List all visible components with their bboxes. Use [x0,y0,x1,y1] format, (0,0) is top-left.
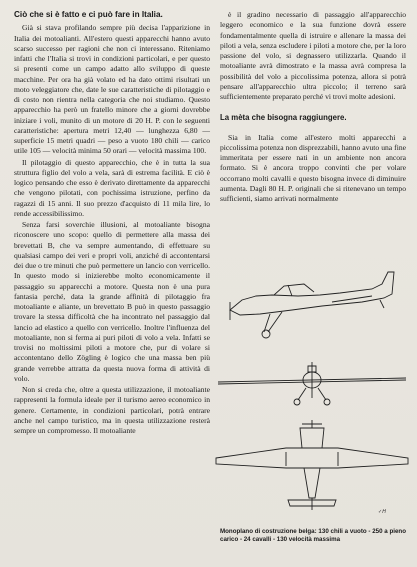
left-paragraph-1: Già si stava profilando sempre più decisa l'apparizione in Italia dei motoalianti. All'estero questi apparecchi hanno avuto scarso successo per ragioni che non ci interessano. Riteniamo infatti che l'Italia si trovi in condizioni particolari, e per questo si presenti come un campo adatto allo sviluppo di queste macchine. Per ora ha già volato ed ha dato ottimi risultati un moto veleggiatore che, date le sue caratteristiche di pilotaggio e di costo non rientra nella categoria che noi studiamo. Questo apparecchio ha però un fratello minore che a giorni dovrebbe iniziare i voli, munito di un motore di 20 H. P. con le seguenti caratteristiche: apertura metri 12,40 — lunghezza 6,80 — superficie 15 metri quadri — peso a vuoto 180 chili — carico utile 105 — velocità minima 50 orari — velocità massima 100. [14,23,210,156]
section-heading: Ciò che si è fatto e ci può fare in Italia. [14,10,163,19]
front-view-drawing [218,362,406,405]
figure-caption: Monoplano di costruzione belga: 130 chili a vuoto - 250 a pieno carico - 24 cavalli - 130 velocità massima [220,528,406,543]
plan-view-drawing [216,420,408,510]
right-paragraph-1: è il gradino necessario di passaggio all'apparecchio leggero economico e la sua funzione dovrà essere fondamentalmente quella di istruire e allenare la massa dei piloti a vela, senza escludere i piloti a motore che, per la loro passione del volo, si degnassero utilizzarla. Quando il motoaliante avrà dimostrato e la massa avrà compresa la possibilità del volo a piccolissima potenza, allora si potrà pensare all'apparecchio ultra piccolo; il terreno sarà sufficientemente preparato perché vi trovi molte adesioni. [220,10,406,101]
side-view-drawing [230,272,394,338]
right-column [220,10,406,204]
left-paragraph-2: Il pilotaggio di questo apparecchio, che è in tutta la sua struttura figlio del volo a vela, sarà di estrema facilità. E ciò è logico pensando che esso è derivato direttamente da apparecchi che vengono pilotati, con pochissima istruzione, perfino da ragazzi di 15 anni. Il suo prezzo d'acquisto di 11 mila lire, lo rende accessibilissimo. [14,157,210,218]
left-paragraph-3: Senza farsi soverchie illusioni, al motoaliante bisogna riconoscere uno scopo: quello di permettere alla massa dei brevettati B, che va sempre aumentando, di effettuare su qualsiasi campo dei veri e propri voli, anziché di accontentarsi dei due o tre minuti che può permettere un lancio con verricello. In questo modo si inizierebbe molto economicamente il passaggio su apparecchi a motore. Questa non è una pura fantasia perché, data la grande affinità di pilotaggio fra motoaliante e aliante, un brevettato B può in questo passaggio trovare la stessa difficoltà che ha incontrato nel passaggio dal lancio ad elastico a quello con verricello. Inoltre l'influenza del motoaliante, non si ferma ai puri piloti di volo a vela. Infatti se trovisi no moltissimi piloti a motore che, pur di volare si accontentano dello Zögling è logico che una massa ben più grande verrebbe attratta da questa nuova forma di attività di volo. [14,220,210,383]
left-paragraph-4: Non si creda che, oltre a questa utilizzazione, il motoaliante rappresenti la formula ideale per il turismo aereo economico in genere. Certamente, in condizioni particolari, potrà entrare anche nel campo turistico, ma in questa utilizzazione resterà sempre un compromesso. Il motoaliante [14,385,210,435]
illustrator-signature: ✓H [378,509,386,515]
sub-heading: La mèta che bisogna raggiungere. [220,113,347,123]
monoplane-three-view-drawing [212,262,412,517]
right-paragraph-2: Sia in Italia come all'estero molti apparecchi a piccolissima potenza non disprezzabili, hanno avuto una fine immeritata per essere nati in un ambiente non ancora formato. Si è ancora troppo convinti che per volare occorrano molti cavalli e questo bisogna invece di diminuire aumenta. Dagli 80 H. P. originali che si ritenevano un tempo sufficienti, siamo arrivati normalmente [220,132,406,203]
left-column [14,10,210,436]
